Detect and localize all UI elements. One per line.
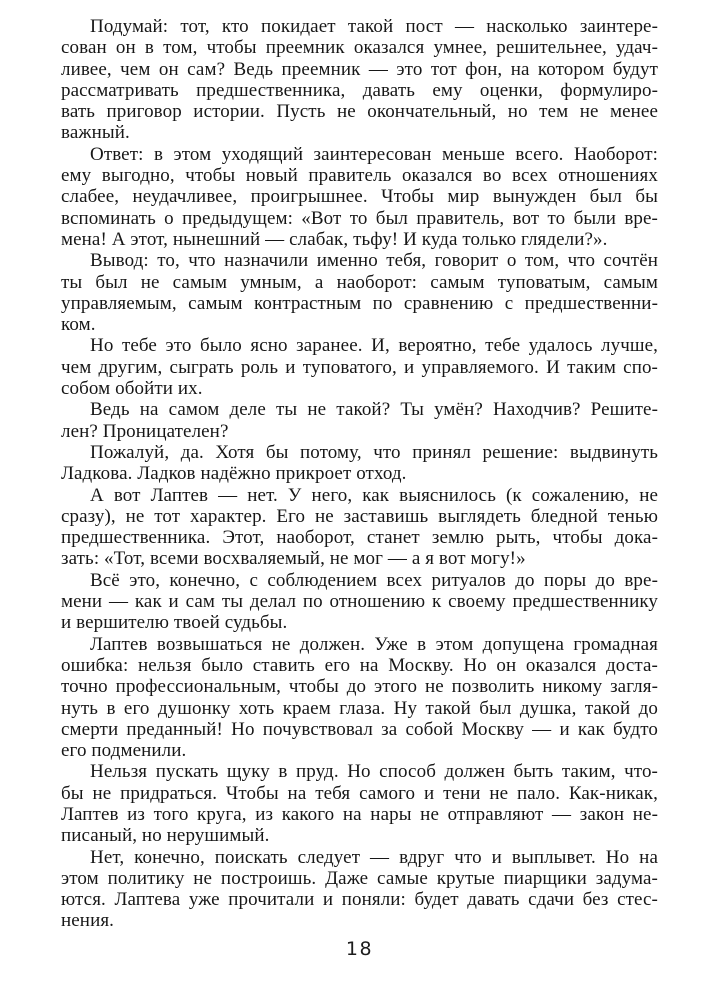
paragraph xyxy=(61,16,658,144)
text-line: Ответ: в этом уходящий заинтересован меньше всего. Наоборот: xyxy=(90,143,658,165)
text-line: Нет, конечно, поискать следует — вдруг что и выплывет. Но на xyxy=(90,846,658,868)
text-line: собом обойти их. xyxy=(61,378,203,400)
text-line: управляемым, самым контрастным по сравнению с предшественни- xyxy=(61,292,658,314)
text-line: ему выгодно, чтобы новый правитель оказался во всех отношениях xyxy=(61,165,658,187)
paragraph xyxy=(61,250,658,335)
text-line: нения. xyxy=(61,910,115,932)
text-line: этом политику не построишь. Даже самые крутые пиарщики задума- xyxy=(61,867,658,889)
text-column xyxy=(61,16,658,932)
text-line: мени — как и сам ты делал по отношению к своему предшественнику xyxy=(61,591,658,613)
paragraph xyxy=(61,442,658,485)
text-line: слабее, неудачливее, проигрышнее. Чтобы мир вынужден был бы xyxy=(61,186,658,208)
page-number: 18 xyxy=(345,938,374,960)
text-line: Пожалуй, да. Хотя бы потому, что принял решение: выдвинуть xyxy=(90,441,658,463)
text-line: Ведь на самом деле ты не такой? Ты умён? Находчив? Решите- xyxy=(90,399,658,421)
text-line: предшественника. Этот, наоборот, станет землю рыть, чтобы дока- xyxy=(61,527,658,549)
text-line: Нельзя пускать щуку в пруд. Но способ должен быть таким, что- xyxy=(90,761,658,783)
paragraph xyxy=(61,485,658,570)
text-line: смерти преданный! Но почувствовал за собой Москву — и как будто xyxy=(61,718,658,740)
text-line: Ладкова. Ладков надёжно прикроет отход. xyxy=(61,463,407,485)
text-line: ты был не самым умным, а наоборот: самым туповатым, самым xyxy=(61,271,658,293)
text-line: вспоминать о предыдущем: «Вот то был правитель, вот то были вре- xyxy=(61,207,658,229)
text-line: Лаптев возвышаться не должен. Уже в этом допущена громадная xyxy=(90,633,658,655)
paragraph xyxy=(61,847,658,932)
text-line: сразу), не тот характер. Его не заставишь выглядеть бледной тенью xyxy=(61,505,658,527)
text-line: Подумай: тот, кто покидает такой пост — насколько заинтере- xyxy=(90,16,658,37)
text-line: рассматривать предшественника, давать ему оценки, формулиро- xyxy=(61,79,658,101)
text-line: и вершителю твоей судьбы. xyxy=(61,612,288,634)
paragraph xyxy=(61,399,658,442)
text-line: лен? Проницателен? xyxy=(61,420,229,442)
text-line: Но тебе это было ясно заранее. И, вероятно, тебе удалось лучше, xyxy=(90,335,658,357)
text-line: мена! А этот, нынешний — слабак, тьфу! И куда только глядели?». xyxy=(61,228,608,250)
paragraph xyxy=(61,144,658,250)
text-line: ошибка: нельзя было ставить его на Москву. Но он оказался доста- xyxy=(61,654,658,676)
paragraph xyxy=(61,634,658,762)
text-line: его подменили. xyxy=(61,740,187,762)
paragraph xyxy=(61,335,658,399)
text-line: Лаптев из того круга, из какого на нары не отправляют — закон не- xyxy=(61,803,658,825)
paragraph xyxy=(61,761,658,846)
text-line: вать приговор истории. Пусть не окончательный, но тем не менее xyxy=(61,101,658,123)
text-line: ком. xyxy=(61,314,96,336)
text-line: бы не придраться. Чтобы на тебя самого и тени не пало. Как-никак, xyxy=(61,782,658,804)
text-line: Вывод: то, что назначили именно тебя, говорит о том, что сочтён xyxy=(90,250,658,272)
text-line: А вот Лаптев — нет. У него, как выяснилось (к сожалению, не xyxy=(90,484,658,506)
text-line: нуть в его душонку хоть краем глаза. Ну такой был душка, такой до xyxy=(61,697,658,719)
paragraph xyxy=(61,570,658,634)
text-line: писаный, но нерушимый. xyxy=(61,825,270,847)
text-line: Всё это, конечно, с соблюдением всех ритуалов до поры до вре- xyxy=(90,569,658,591)
text-line: важный. xyxy=(61,122,130,144)
text-line: ливее, чем он сам? Ведь преемник — это тот фон, на котором будут xyxy=(61,58,658,80)
text-line: чем другим, сыграть роль и туповатого, и управляемого. И таким спо- xyxy=(61,356,658,378)
text-line: ются. Лаптева уже прочитали и поняли: будет давать сдачи без стес- xyxy=(61,889,658,911)
text-line: сован он в том, чтобы преемник оказался умнее, решительнее, удач- xyxy=(61,37,658,59)
text-line: зать: «Тот, всеми восхваляемый, не мог — а я вот могу!» xyxy=(61,548,526,570)
text-line: точно профессиональным, чтобы до этого не позволить никому загля- xyxy=(61,676,658,698)
